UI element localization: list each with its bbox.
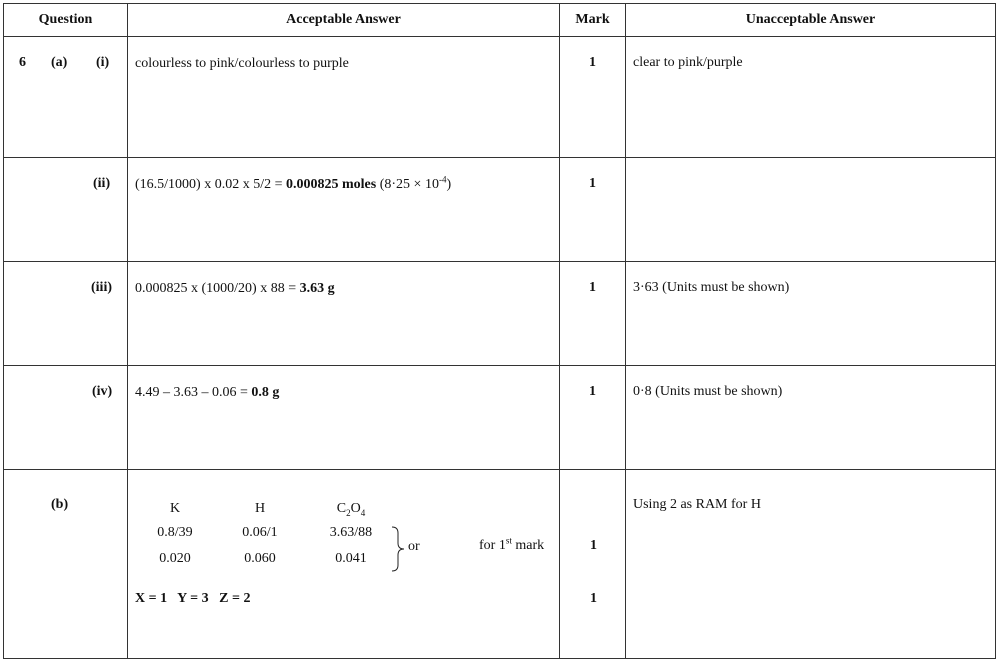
- question-part: (a): [51, 55, 68, 70]
- answer-text-alt: (8·25 × 10: [376, 177, 439, 192]
- question-cell: [4, 158, 128, 262]
- table-row: [4, 470, 996, 659]
- header-k: K: [169, 501, 181, 516]
- mark-header: Mark: [560, 4, 626, 37]
- h-ratio: 0.06/1: [242, 525, 278, 540]
- acceptable-answer: [128, 470, 560, 659]
- mark-value: 1: [590, 591, 597, 606]
- mark-scheme-table: [3, 3, 996, 659]
- unacceptable-answer: 3·63 (Units must be shown): [626, 262, 996, 366]
- mark-value: 1: [560, 37, 626, 158]
- k-ratio: 0.8/39: [157, 525, 193, 540]
- unacceptable-answer: [626, 158, 996, 262]
- answer-bold: 3.63 g: [299, 281, 335, 296]
- table-row: [4, 37, 996, 158]
- answer-bold: 0.000825 moles: [286, 177, 377, 192]
- unacceptable-answer: 0·8 (Units must be shown): [626, 366, 996, 470]
- question-subpart: (ii): [93, 176, 111, 191]
- question-part: (b): [51, 497, 69, 512]
- answer-text: 4.49 – 3.63 – 0.06 =: [135, 385, 252, 400]
- header-c2o4: $C_2O_4$: [336, 501, 366, 518]
- or-text: or: [408, 539, 420, 554]
- answer-text: 0.000825 x (1000/20) x 88 =: [135, 281, 300, 296]
- mark-value: 1: [560, 366, 626, 470]
- acceptable-answer: [128, 158, 560, 262]
- answer-bold: 0.8 g: [251, 385, 280, 400]
- header-h: H: [254, 501, 266, 516]
- acceptable-answer-header: Acceptable Answer: [128, 4, 560, 37]
- question-cell: [4, 470, 128, 659]
- unacceptable-answer: Using 2 as RAM for H: [626, 470, 996, 659]
- question-subpart: (i): [96, 55, 110, 70]
- unacceptable-answer-header: Unacceptable Answer: [626, 4, 996, 37]
- question-cell: [4, 262, 128, 366]
- question-cell: [4, 366, 128, 470]
- question-cell: [4, 37, 128, 158]
- question-header: Question: [4, 4, 128, 37]
- curly-brace-icon: [390, 525, 406, 573]
- acceptable-answer: [128, 366, 560, 470]
- unacceptable-answer: clear to pink/purple: [626, 37, 996, 158]
- question-subpart: (iv): [92, 384, 113, 399]
- k-moles: 0.020: [159, 551, 191, 566]
- mark-cell: [560, 470, 626, 659]
- question-subpart: (iii): [91, 280, 112, 295]
- mark-value: 1: [560, 158, 626, 262]
- acceptable-answer: colourless to pink/colourless to purple: [128, 37, 560, 158]
- final-formula: X = 1 Y = 3 Z = 2: [135, 591, 251, 606]
- mark-value: 1: [560, 262, 626, 366]
- answer-exponent: -4: [438, 174, 447, 185]
- question-number: 6: [19, 55, 26, 70]
- table-row: [4, 158, 996, 262]
- first-mark-note: for 1st mark: [479, 535, 545, 553]
- c2o4-ratio: 3.63/88: [329, 525, 373, 540]
- table-row: [4, 366, 996, 470]
- h-moles: 0.060: [244, 551, 276, 566]
- header-row: [4, 4, 996, 37]
- answer-close: ): [446, 177, 452, 192]
- table-row: [4, 262, 996, 366]
- c2o4-moles: 0.041: [335, 551, 367, 566]
- acceptable-answer: [128, 262, 560, 366]
- answer-text: (16.5/1000) x 0.02 x 5/2 =: [135, 177, 286, 192]
- mark-value: 1: [590, 538, 597, 553]
